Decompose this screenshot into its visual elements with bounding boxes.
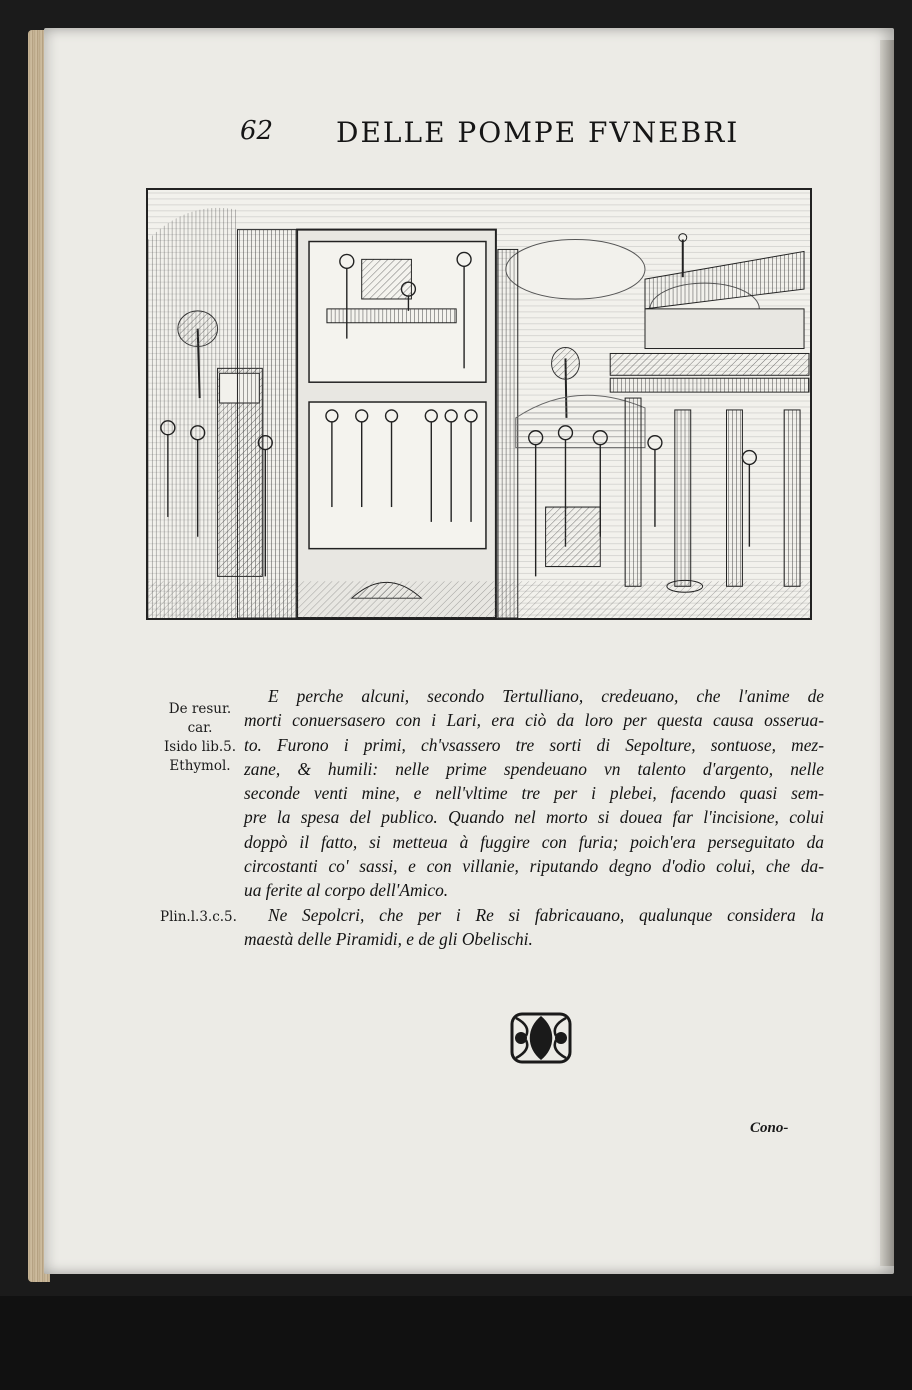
catchword: Cono- — [750, 1120, 789, 1136]
text-line: circostanti co' sassi, e con villanie, riputando degno d'odio colui, che da- — [244, 856, 824, 877]
text-line: zane, & humili: nelle prime spendeuano vn talento d'argento, nelle — [244, 758, 824, 779]
background-bottom — [0, 1296, 912, 1390]
margin-note-line: Ethymol. — [169, 758, 231, 774]
margin-note-line: De resur. — [168, 701, 232, 717]
text-line: ua ferite al corpo dell'Amico. — [244, 880, 449, 901]
text-line: seconde venti mine, e nell'vltime tre per i plebei, facendo quasi sem- — [244, 783, 824, 804]
text-line: morti conuersasero con i Lari, era ciò da loro per questa causa osserua- — [244, 710, 824, 731]
engraving-illustration — [146, 188, 812, 620]
margin-note-line: car. — [187, 720, 213, 736]
body-text — [244, 684, 824, 951]
running-title: DELLE POMPE FVNEBRI — [336, 116, 740, 149]
margin-note-references — [160, 700, 240, 776]
page-header — [240, 112, 760, 158]
engraving-image — [148, 190, 810, 618]
ornament-fleuron-icon — [506, 1008, 576, 1068]
text-line: E perche alcuni, secondo Tertulliano, credeuano, che l'anime de — [268, 686, 824, 706]
text-line: pre la spesa del publico. Quando nel morto si doueа far l'incisione, colui — [244, 807, 824, 828]
text-line: to. Furono i primi, ch'vsassero tre sorti di Sepolture, sontuose, mez- — [244, 734, 824, 755]
text-line: doppò il fatto, si metteua à fuggire con furia; poich'era perseguitato da — [244, 831, 824, 852]
margin-note-pliny: Plin.l.3.c.5. — [160, 909, 237, 925]
paragraph-1 — [244, 684, 824, 903]
paragraph-2 — [244, 903, 824, 952]
margin-note-line: Isido lib.5. — [163, 739, 237, 755]
text-line: Ne Sepolcri, che per i Re si fabricauano, qualunque considera la — [268, 904, 824, 925]
text-line: maestà delle Piramidi, e de gli Obelischi. — [244, 928, 533, 949]
binding-shadow — [880, 40, 894, 1266]
page-number: 62 — [240, 116, 274, 146]
